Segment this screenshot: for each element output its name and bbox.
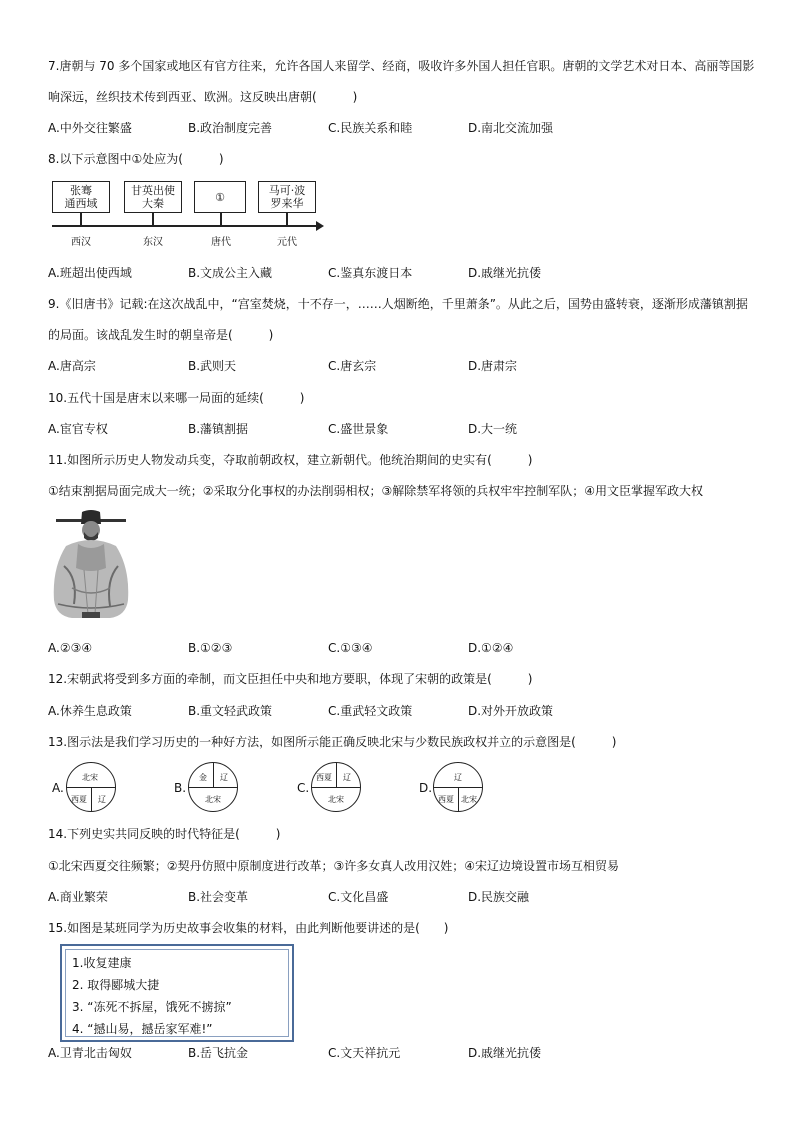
circle-region: 西夏 (316, 773, 332, 782)
q7-option-b[interactable]: B.政治制度完善 (188, 121, 273, 135)
q9-option-d[interactable]: D.唐肃宗 (468, 359, 518, 373)
circle-region: 北宋 (205, 795, 221, 804)
q10-stem: 10.五代十国是唐末以来哪一局面的延续( ) (48, 391, 305, 405)
q12-option-d[interactable]: D.对外开放政策 (468, 704, 554, 718)
q11-items: ①结束割据局面完成大一统；②采取分化事权的办法削弱相权；③解除禁军将领的兵权牢牢控制军队；④用文臣掌握军政大权 (48, 484, 704, 498)
q15-option-d[interactable]: D.戚继光抗倭 (468, 1046, 542, 1060)
timeline-box-2-line2: 大秦 (142, 197, 164, 210)
q13-stem: 13.图示法是我们学习历史的一种好方法，如图所示能正确反映北宋与少数民族政权并立的示意图是( ) (48, 735, 617, 749)
q11-option-c[interactable]: C.①③④ (328, 641, 373, 655)
q10-option-b[interactable]: B.藩镇割据 (188, 422, 249, 436)
timeline-box-2-line1: 甘英出使 (131, 184, 175, 197)
circle-region: 金 (199, 773, 207, 782)
q11-option-d[interactable]: D.①②④ (468, 641, 514, 655)
circle-divider (458, 787, 459, 812)
q7-option-c[interactable]: C.民族关系和睦 (328, 121, 413, 135)
q8-option-d[interactable]: D.戚继光抗倭 (468, 266, 542, 280)
q9-options (48, 358, 748, 374)
circle-region: 辽 (98, 795, 106, 804)
q14-option-c[interactable]: C.文化昌盛 (328, 890, 389, 904)
q15-stem: 15.如图是某班同学为历史故事会收集的材料，由此判断他要讲述的是( ) (48, 921, 449, 935)
timeline-box-1-line2: 通西域 (64, 197, 98, 210)
q10-options (48, 421, 748, 437)
q7-stem-line1: 7.唐朝与 70 多个国家或地区有官方往来，允许各国人来留学、经商，吸收许多外国人担任官职。唐朝的文学艺术对日本、高丽等国影 (48, 59, 755, 73)
q8-option-b[interactable]: B.文成公主入藏 (188, 266, 273, 280)
q7-option-d[interactable]: D.南北交流加强 (468, 121, 554, 135)
q10-option-d[interactable]: D.大一统 (468, 422, 518, 436)
q8-stem: 8.以下示意图中①处应为( ) (48, 152, 224, 166)
q15-options (48, 1045, 748, 1061)
q10-option-a[interactable]: A.宦官专权 (48, 422, 108, 436)
q13-option-d-circle-diagram (433, 762, 483, 812)
q9-option-b[interactable]: B.武则天 (188, 359, 237, 373)
q13-option-c-letter: C. (297, 781, 310, 795)
material-item: 4. “撼山易，撼岳家军难!” (72, 1022, 213, 1036)
circle-region: 北宋 (328, 795, 344, 804)
timeline-arrow-icon (316, 221, 324, 231)
q9-option-a[interactable]: A.唐高宗 (48, 359, 96, 373)
timeline-box-4-line1: 马可·波 (268, 184, 306, 197)
q14-items: ①北宋西夏交往频繁；②契丹仿照中原制度进行改革；③许多女真人改用汉姓；④宋辽边境设置市场互相贸易 (48, 859, 620, 873)
q13-option-a-circle-diagram (66, 762, 116, 812)
q11-options (48, 640, 748, 656)
q13-option-a[interactable] (52, 762, 122, 814)
q12-options (48, 703, 748, 719)
q8-option-c[interactable]: C.鉴真东渡日本 (328, 266, 413, 280)
timeline-box-1-line1: 张骞 (70, 184, 92, 197)
circle-divider (336, 763, 337, 787)
q14-option-d[interactable]: D.民族交融 (468, 890, 530, 904)
q7-stem-line2: 响深远，丝织技术传到西亚、欧洲。这反映出唐朝( ) (48, 90, 358, 104)
circle-region: 辽 (220, 773, 228, 782)
timeline-box-2 (124, 181, 182, 213)
q13-option-b[interactable] (174, 762, 244, 814)
q11-stem: 11.如图所示历史人物发动兵变，夺取前朝政权，建立新朝代。他统治期间的史实有( ) (48, 453, 533, 467)
timeline-axis (52, 225, 318, 227)
timeline-label-2: 东汉 (143, 237, 163, 248)
q12-option-b[interactable]: B.重文轻武政策 (188, 704, 273, 718)
q12-stem: 12.宋朝武将受到多方面的牵制，而文臣担任中央和地方要职，体现了宋朝的政策是( ) (48, 672, 533, 686)
q15-material-box (60, 944, 294, 1042)
material-item: 1.收复建康 (72, 956, 132, 970)
q7-options (48, 120, 748, 136)
q15-option-b[interactable]: B.岳飞抗金 (188, 1046, 249, 1060)
circle-region: 北宋 (82, 773, 98, 782)
circle-region: 西夏 (71, 795, 87, 804)
q14-option-b[interactable]: B.社会变革 (188, 890, 249, 904)
q12-option-c[interactable]: C.重武轻文政策 (328, 704, 413, 718)
q13-option-d-letter: D. (419, 781, 433, 795)
timeline-box-4 (258, 181, 316, 213)
q14-options (48, 889, 748, 905)
timeline-box-3-line1: ① (215, 190, 225, 204)
q14-option-a[interactable]: A.商业繁荣 (48, 890, 108, 904)
q13-option-c[interactable] (297, 762, 367, 814)
timeline-box-4-line2: 罗来华 (270, 197, 304, 210)
q8-timeline-diagram (50, 178, 330, 248)
q14-stem: 14.下列史实共同反映的时代特征是( ) (48, 827, 281, 841)
q8-option-a[interactable]: A.班超出使西域 (48, 266, 132, 280)
q9-stem-line2: 的局面。该战乱发生时的朝皇帝是( ) (48, 328, 274, 342)
circle-region: 西夏 (438, 795, 454, 804)
q9-stem-line1: 9.《旧唐书》记载:在这次战乱中，“宫室焚烧，十不存一，……人烟断绝，千里萧条”。从此之后，国势由盛转衰，逐渐形成藩镇割据 (48, 297, 748, 311)
q13-option-a-letter: A. (52, 781, 64, 795)
circle-region: 辽 (343, 773, 351, 782)
q15-option-c[interactable]: C.文天祥抗元 (328, 1046, 401, 1060)
circle-region: 北宋 (461, 795, 477, 804)
q13-option-b-circle-diagram (188, 762, 238, 812)
q8-options (48, 265, 748, 281)
q11-option-a[interactable]: A.②③④ (48, 641, 93, 655)
q13-option-d[interactable] (419, 762, 489, 814)
q15-option-a[interactable]: A.卫青北击匈奴 (48, 1046, 132, 1060)
q12-option-a[interactable]: A.休养生息政策 (48, 704, 132, 718)
material-item: 3. “冻死不拆屋，饿死不掳掠” (72, 1000, 232, 1014)
circle-divider (213, 763, 214, 787)
q10-option-c[interactable]: C.盛世景象 (328, 422, 389, 436)
q7-option-a[interactable]: A.中外交往繁盛 (48, 121, 132, 135)
timeline-box-3 (194, 181, 246, 213)
q11-option-b[interactable]: B.①②③ (188, 641, 233, 655)
circle-divider (91, 787, 92, 812)
q13-option-c-circle-diagram (311, 762, 361, 812)
historical-figure-portrait (48, 508, 134, 620)
timeline-label-1: 西汉 (71, 237, 91, 248)
q9-option-c[interactable]: C.唐玄宗 (328, 359, 377, 373)
timeline-label-3: 唐代 (211, 237, 231, 248)
timeline-label-4: 元代 (277, 237, 297, 248)
q13-option-b-letter: B. (174, 781, 187, 795)
circle-region: 辽 (454, 773, 462, 782)
circle-divider (189, 787, 237, 788)
circle-divider (312, 787, 360, 788)
timeline-box-1 (52, 181, 110, 213)
material-item: 2. 取得郾城大捷 (72, 978, 160, 992)
